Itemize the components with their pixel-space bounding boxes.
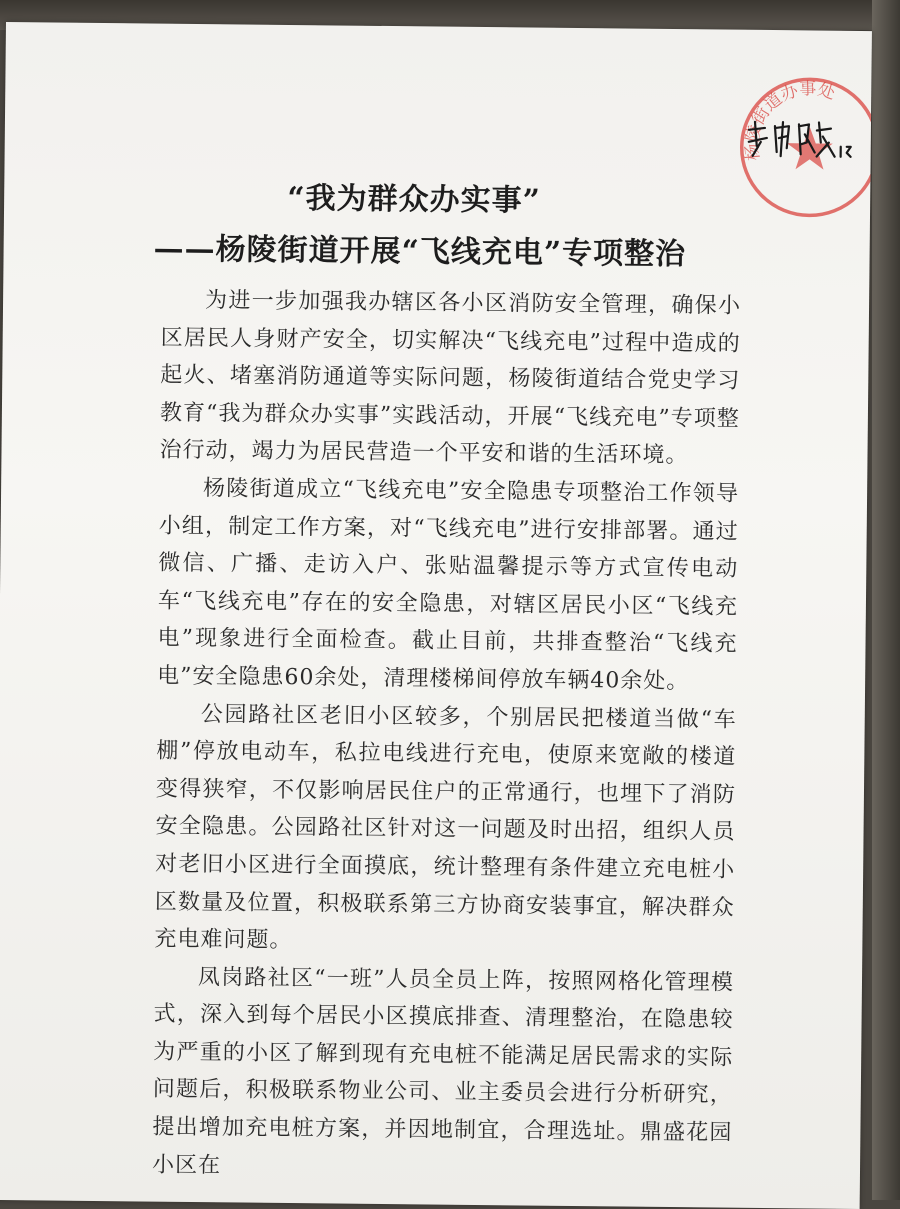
paragraph: 为进一步加强我办辖区各小区消防安全管理，确保小区居民人身财产安全，切实解决“飞线充电”过程中造成的起火、堵塞消防通道等实际问题，杨陵街道结合党史学习教育“我为群众办实事”实践活动，开展“飞线充电”专项整治行动，竭力为居民营造一个平安和谐的生活环境。 — [159, 288, 742, 469]
desk-background-right — [872, 0, 900, 1200]
document-title: “我为群众办实事” — [287, 180, 542, 219]
paragraph: 凤岗路社区“一班”人员全员上阵，按照网格化管理模式，深入到每个居民小区摸底排查、清理整治，在隐患较为严重的小区了解到现有充电桩不能满足居民需求的实际问题后，积极联系物业公司、业主委员会进行分析研究，提出增加充电桩方案，并因地制宜，合理选址。鼎盛花园小区在 — [151, 964, 735, 1178]
paragraph: 公园路社区老旧小区较多，个别居民把楼道当做“车棚”停放电动车，私拉电线进行充电，使原来宽敞的楼道变得狭窄，不仅影响居民住户的正常通行，也埋下了消防安全隐患。公园路社区针对这一问题及时出招，组织人员对老旧小区进行全面摸底，统计整理有条件建立充电桩小区数量及位置，积极联系第三方协商安装事宜，解决群众充电难问题。 — [154, 701, 737, 954]
handwritten-signature — [742, 112, 863, 173]
document-page — [0, 22, 872, 1209]
paragraph: 杨陵街道成立“飞线充电”安全隐患专项整治工作领导小组，制定工作方案，对“飞线充电”进行安排部署。通过微信、广播、走访入户、张贴温馨提示等方式宣传电动车“飞线充电”存在的安全隐患，对辖区居民小区“飞线充电”现象进行全面检查。截止目前，共排查整治“飞线充电”安全隐患60余处，清理楼梯间停放车辆40余处。 — [157, 476, 740, 695]
document-subtitle: ——杨陵街道开展“飞线充电”专项整治 — [153, 231, 687, 273]
document-body — [152, 282, 741, 1190]
seal-text: 杨陵街道办事处 — [742, 79, 838, 162]
